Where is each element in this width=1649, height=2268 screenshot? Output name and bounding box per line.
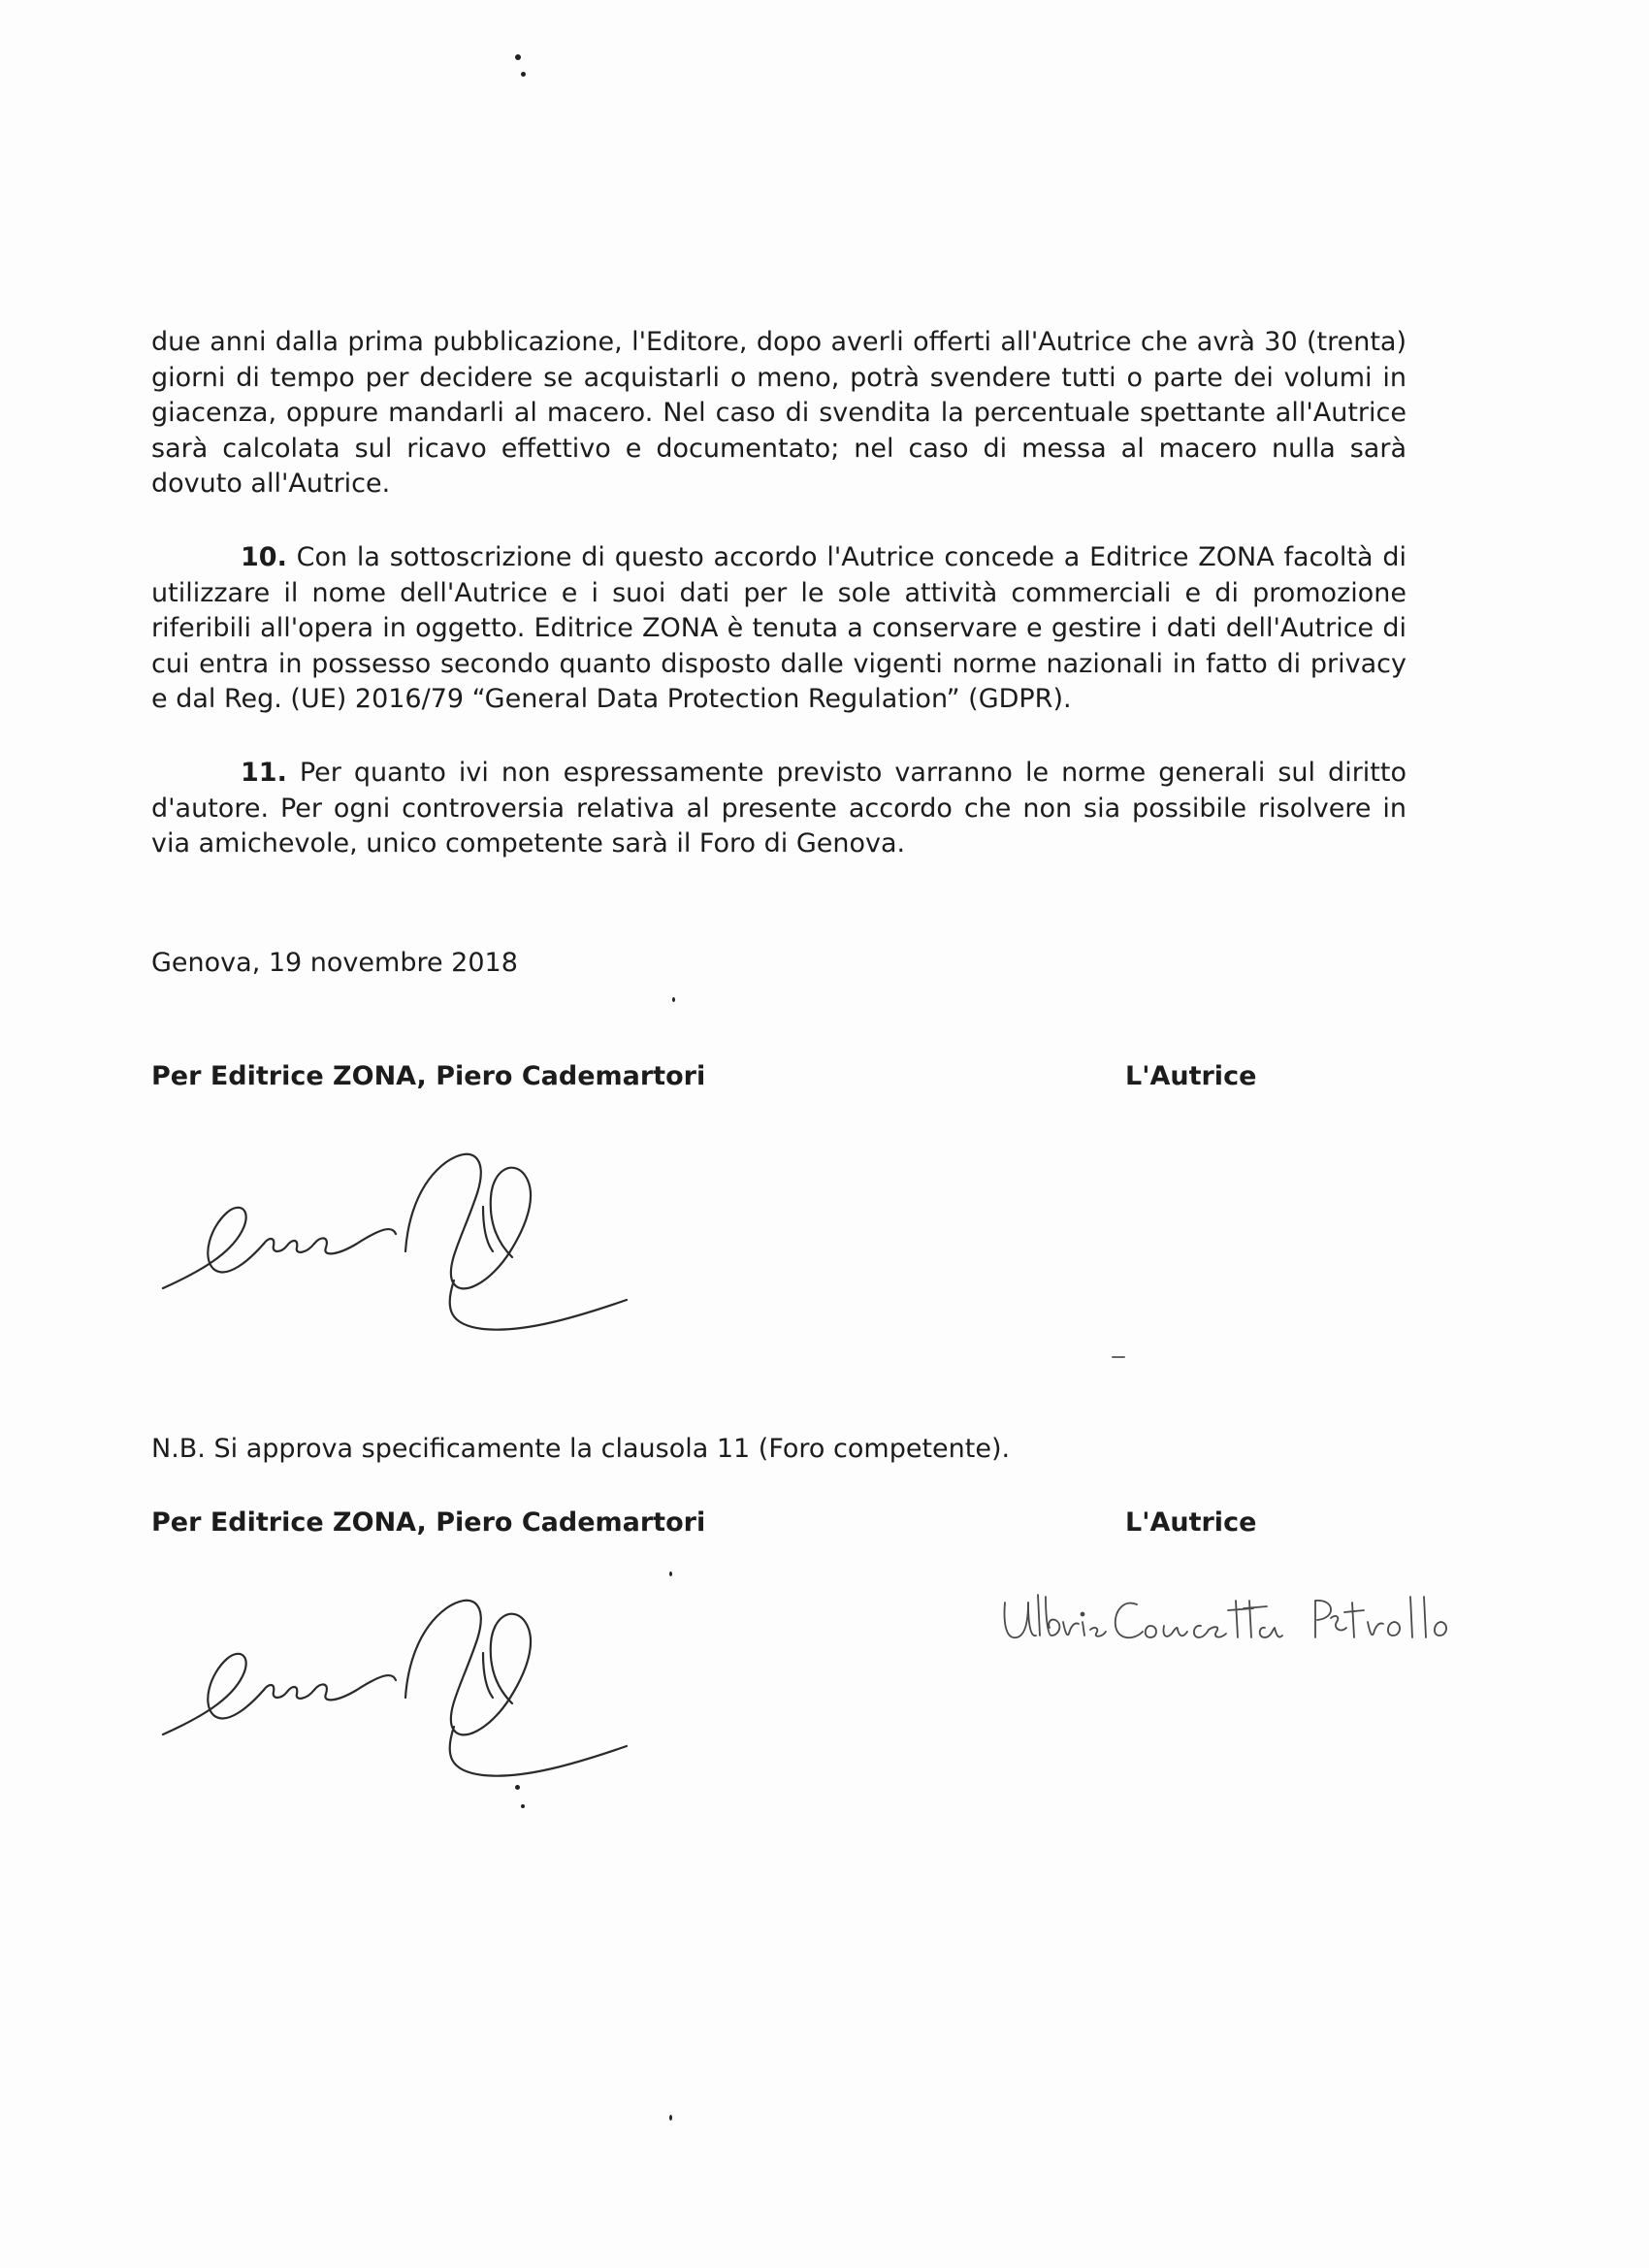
clause-text-11: Per quanto ivi non espressamente previsto varranno le norme generali sul diritto d'autore. Per ogni controversia relativa al presente accordo che non sia possibile risolvere in via amichevole, unico competente sarà il Foro di Genova. (151, 758, 1406, 859)
paragraph-10 (151, 540, 1406, 718)
author-signature-label: L'Autrice (1125, 1507, 1257, 1538)
scan-speck (672, 997, 675, 1002)
clause-number-10: 10. (241, 542, 287, 572)
clause-text-10: Con la sottoscrizione di questo accordo l'Autrice concede a Editrice ZONA facoltà di utilizzare il nome dell'Autrice e i suoi dati per le sole attività commerciali e di promozione riferibili all'opera in oggetto. Editrice ZONA è tenuta a conservare e gestire i dati dell'Autrice di cui entra in possesso secondo quanto disposto dalle vigenti norme nazionali in fatto di privacy e dal Reg. (UE) 2016/79 “General Data Protection Regulation” (GDPR). (151, 542, 1406, 714)
clause-number-11: 11. (241, 758, 287, 788)
scan-speck (515, 1785, 520, 1790)
scan-speck (669, 2115, 672, 2121)
author-handwritten-signature (999, 1583, 1504, 1670)
publisher-signature (163, 1135, 648, 1339)
nb-note: N.B. Si approva specificamente la clausola 11 (Foro competente). (151, 1434, 1011, 1464)
scan-speck (669, 1571, 672, 1576)
paragraph-11 (151, 756, 1406, 862)
place-date: Genova, 19 novembre 2018 (151, 948, 518, 978)
scan-speck (515, 54, 521, 60)
scan-speck (1112, 1356, 1125, 1358)
paragraph-9-continuation: due anni dalla prima pubblicazione, l'Editore, dopo averli offerti all'Autrice che avrà 30 (trenta) giorni di tempo per decidere se acquistarli o meno, potrà svendere tutti o parte dei volumi in giacenza, oppure mandarli al macero. Nel caso di svendita la percentuale spettante all'Autrice sarà calcolata sul ricavo effettivo e documentato; nel caso di messa al macero nulla sarà dovuto all'Autrice. (151, 327, 1406, 499)
scan-speck (521, 1804, 525, 1808)
publisher-signature-label: Per Editrice ZONA, Piero Cademartori (151, 1061, 706, 1091)
author-signature-label: L'Autrice (1125, 1061, 1257, 1091)
publisher-signature-label: Per Editrice ZONA, Piero Cademartori (151, 1507, 706, 1538)
publisher-signature (163, 1581, 648, 1785)
scan-speck (521, 72, 526, 77)
